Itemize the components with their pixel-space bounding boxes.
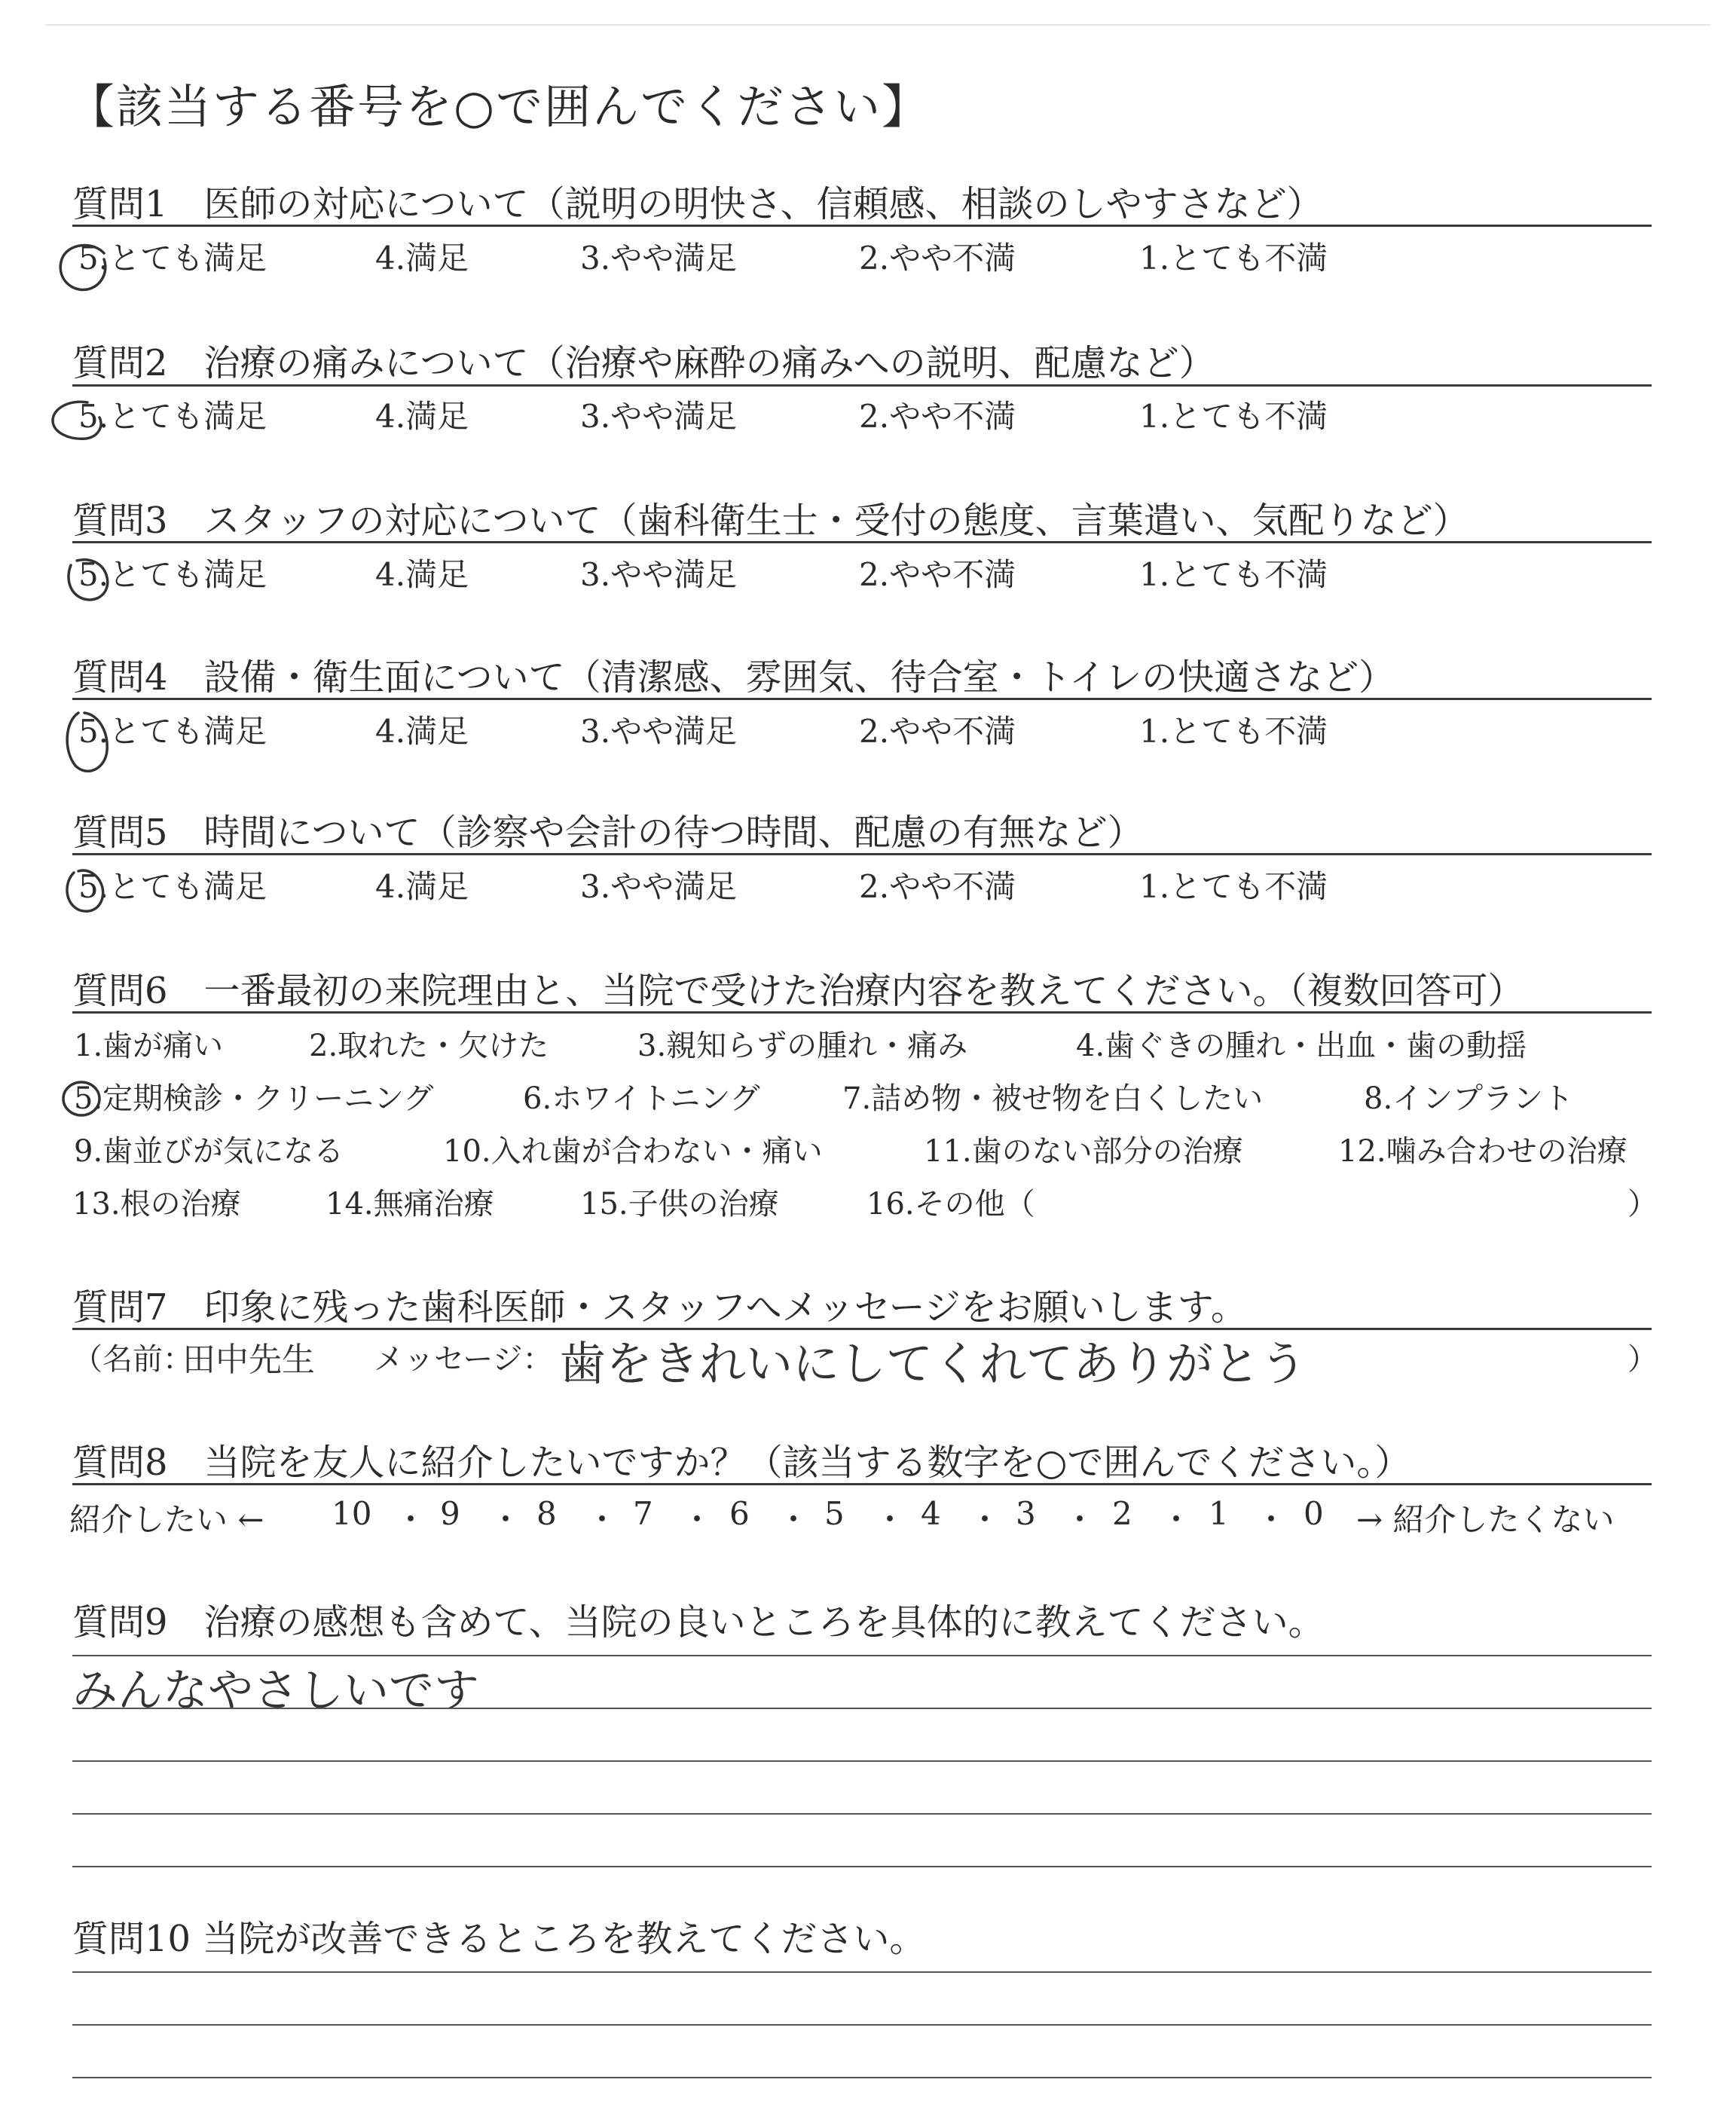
question-6-rule — [72, 1011, 1652, 1014]
q5-option-1[interactable]: 1.とても不満 — [1139, 868, 1328, 905]
q5-option-3[interactable]: 3.やや満足 — [580, 868, 738, 905]
q4-selected-circle-mark — [59, 705, 116, 778]
q8-score-2[interactable]: 2 — [1112, 1495, 1132, 1532]
q4-option-3[interactable]: 3.やや満足 — [580, 713, 738, 750]
question-3-title: 質問3 スタッフの対応について（歯科衛生士・受付の態度、言葉遣い、気配りなど） — [72, 500, 1469, 542]
question-4-title: 質問4 設備・衛生面について（清潔感、雰囲気、待合室・トイレの快適さなど） — [72, 656, 1395, 699]
question-1-rule — [72, 225, 1652, 227]
q3-option-1[interactable]: 1.とても不満 — [1139, 556, 1328, 593]
q10-answer-line-2 — [72, 2024, 1652, 2026]
q7-name-label: （名前： — [72, 1342, 193, 1377]
q8-score-5[interactable]: 5 — [824, 1495, 845, 1532]
q2-option-2[interactable]: 2.やや不満 — [859, 398, 1016, 435]
q9-answer-line-4 — [72, 1813, 1652, 1815]
q8-right-label: → 紹介したくない — [1356, 1501, 1615, 1538]
q1-option-3[interactable]: 3.やや満足 — [580, 240, 738, 277]
question-2-rule — [72, 384, 1652, 387]
q8-separator: ・ — [395, 1501, 427, 1538]
question-8-rule — [72, 1483, 1652, 1485]
q6-reason-15[interactable]: 15.子供の治療 — [580, 1187, 779, 1222]
q5-option-4[interactable]: 4.満足 — [375, 868, 469, 905]
q6-reason-6[interactable]: 6.ホワイトニング — [523, 1081, 760, 1116]
q1-option-2[interactable]: 2.やや不満 — [859, 240, 1016, 277]
q5-option-5[interactable]: 5.とても満足 — [78, 868, 267, 905]
q4-option-2[interactable]: 2.やや不満 — [859, 713, 1016, 750]
q6-reason-8[interactable]: 8.インプラント — [1364, 1081, 1574, 1116]
q4-option-5[interactable]: 5.とても満足 — [78, 713, 267, 750]
question-9-title: 質問9 治療の感想も含めて、当院の良いところを具体的に教えてください。 — [72, 1601, 1325, 1644]
q8-left-label: 紹介したい ← — [69, 1501, 264, 1538]
q6-reason-2[interactable]: 2.取れた・欠けた — [309, 1029, 549, 1063]
q10-answer-line-1 — [72, 1971, 1652, 1973]
q8-score-9[interactable]: 9 — [440, 1495, 460, 1532]
q8-separator: ・ — [681, 1501, 714, 1538]
q2-option-1[interactable]: 1.とても不満 — [1139, 398, 1328, 435]
q8-score-8[interactable]: 8 — [536, 1495, 557, 1532]
q8-score-7[interactable]: 7 — [633, 1495, 653, 1532]
q8-separator: ・ — [1160, 1501, 1193, 1538]
q8-score-6[interactable]: 6 — [729, 1495, 750, 1532]
scan-edge-line — [45, 24, 1710, 26]
q3-option-4[interactable]: 4.満足 — [375, 556, 469, 593]
q8-separator: ・ — [1255, 1501, 1288, 1538]
q5-option-2[interactable]: 2.やや不満 — [859, 868, 1016, 905]
q2-selected-circle-mark — [47, 396, 110, 448]
q6-reason-13[interactable]: 13.根の治療 — [72, 1187, 241, 1222]
q5-selected-circle-mark — [59, 862, 113, 919]
q9-handwritten-answer: みんなやさしいです — [72, 1665, 479, 1717]
q4-option-1[interactable]: 1.とても不満 — [1139, 713, 1328, 750]
q1-option-1[interactable]: 1.とても不満 — [1139, 240, 1328, 277]
question-2-title: 質問2 治療の痛みについて（治療や麻酔の痛みへの説明、配慮など） — [72, 342, 1215, 384]
question-10-title: 質問10 当院が改善できるところを教えてください。 — [72, 1918, 926, 1960]
q3-selected-circle-mark — [60, 550, 118, 606]
q1-selected-circle-mark — [54, 240, 115, 298]
q6-reason-3[interactable]: 3.親知らずの腫れ・痛み — [637, 1029, 968, 1063]
question-5-rule — [72, 853, 1652, 855]
q6-reason-9[interactable]: 9.歯並びが気になる — [74, 1134, 344, 1169]
q4-option-4[interactable]: 4.満足 — [375, 713, 469, 750]
q8-separator: ・ — [874, 1501, 906, 1538]
question-1-title: 質問1 医師の対応について（説明の明快さ、信頼感、相談のしやすさなど） — [72, 183, 1323, 225]
q6-reason-12[interactable]: 12.噛み合わせの治療 — [1338, 1134, 1628, 1169]
q8-separator: ・ — [969, 1501, 1001, 1538]
question-6-title: 質問6 一番最初の来院理由と、当院で受けた治療内容を教えてください。（複数回答可） — [72, 970, 1524, 1012]
q6-reason-10[interactable]: 10.入れ歯が合わない・痛い — [443, 1134, 823, 1169]
q6-reason-4[interactable]: 4.歯ぐきの腫れ・出血・歯の動揺 — [1076, 1029, 1527, 1063]
question-7-title: 質問7 印象に残った歯科医師・スタッフへメッセージをお願いします。 — [72, 1286, 1247, 1329]
q3-option-3[interactable]: 3.やや満足 — [580, 556, 738, 593]
q7-message-label: メッセージ： — [374, 1342, 553, 1377]
q8-separator: ・ — [1064, 1501, 1096, 1538]
q8-score-3[interactable]: 3 — [1016, 1495, 1036, 1532]
q8-separator: ・ — [778, 1501, 810, 1538]
q9-answer-line-2 — [72, 1708, 1652, 1709]
q3-option-5[interactable]: 5.とても満足 — [78, 556, 267, 593]
q6-reason-14[interactable]: 14.無痛治療 — [326, 1187, 494, 1222]
q7-close-paren: ） — [1628, 1342, 1658, 1377]
q8-separator: ・ — [490, 1501, 522, 1538]
question-5-title: 質問5 時間について（診察や会計の待つ時間、配慮の有無など） — [72, 812, 1144, 854]
q6-reason-5[interactable]: 5.定期検診・クリーニング — [74, 1081, 434, 1116]
question-8-title: 質問8 当院を友人に紹介したいですか？（該当する数字を○で囲んでください。） — [72, 1442, 1411, 1484]
q1-option-5[interactable]: 5.とても満足 — [78, 240, 267, 277]
q6-other-close-paren: ） — [1628, 1187, 1658, 1222]
q2-option-5[interactable]: 5.とても満足 — [78, 398, 267, 435]
q8-score-1[interactable]: 1 — [1209, 1495, 1229, 1532]
question-3-rule — [72, 541, 1652, 543]
q2-option-3[interactable]: 3.やや満足 — [580, 398, 738, 435]
question-4-rule — [72, 698, 1652, 700]
q6-selected-circle-mark — [59, 1078, 105, 1120]
q6-reason-16[interactable]: 16.その他（ — [866, 1187, 1035, 1222]
q7-handwritten-message: 歯をきれいにしてくれてありがとう — [559, 1336, 1307, 1391]
q8-separator: ・ — [586, 1501, 619, 1538]
q9-answer-line-5 — [72, 1866, 1652, 1867]
q8-score-4[interactable]: 4 — [921, 1495, 941, 1532]
q6-reason-7[interactable]: 7.詰め物・被せ物を白くしたい — [842, 1081, 1264, 1116]
q10-answer-line-3 — [72, 2077, 1652, 2078]
q2-option-4[interactable]: 4.満足 — [375, 398, 469, 435]
q7-handwritten-name: 田中先生 — [182, 1341, 315, 1379]
instruction-heading: 【該当する番号を○で囲んでください】 — [68, 79, 931, 134]
q8-score-10[interactable]: 10 — [332, 1495, 372, 1532]
q6-reason-1[interactable]: 1.歯が痛い — [74, 1029, 224, 1063]
q3-option-2[interactable]: 2.やや不満 — [859, 556, 1016, 593]
q1-option-4[interactable]: 4.満足 — [375, 240, 469, 277]
q8-score-0[interactable]: 0 — [1304, 1495, 1324, 1532]
q9-answer-line-3 — [72, 1760, 1652, 1762]
q6-reason-11[interactable]: 11.歯のない部分の治療 — [924, 1134, 1243, 1169]
